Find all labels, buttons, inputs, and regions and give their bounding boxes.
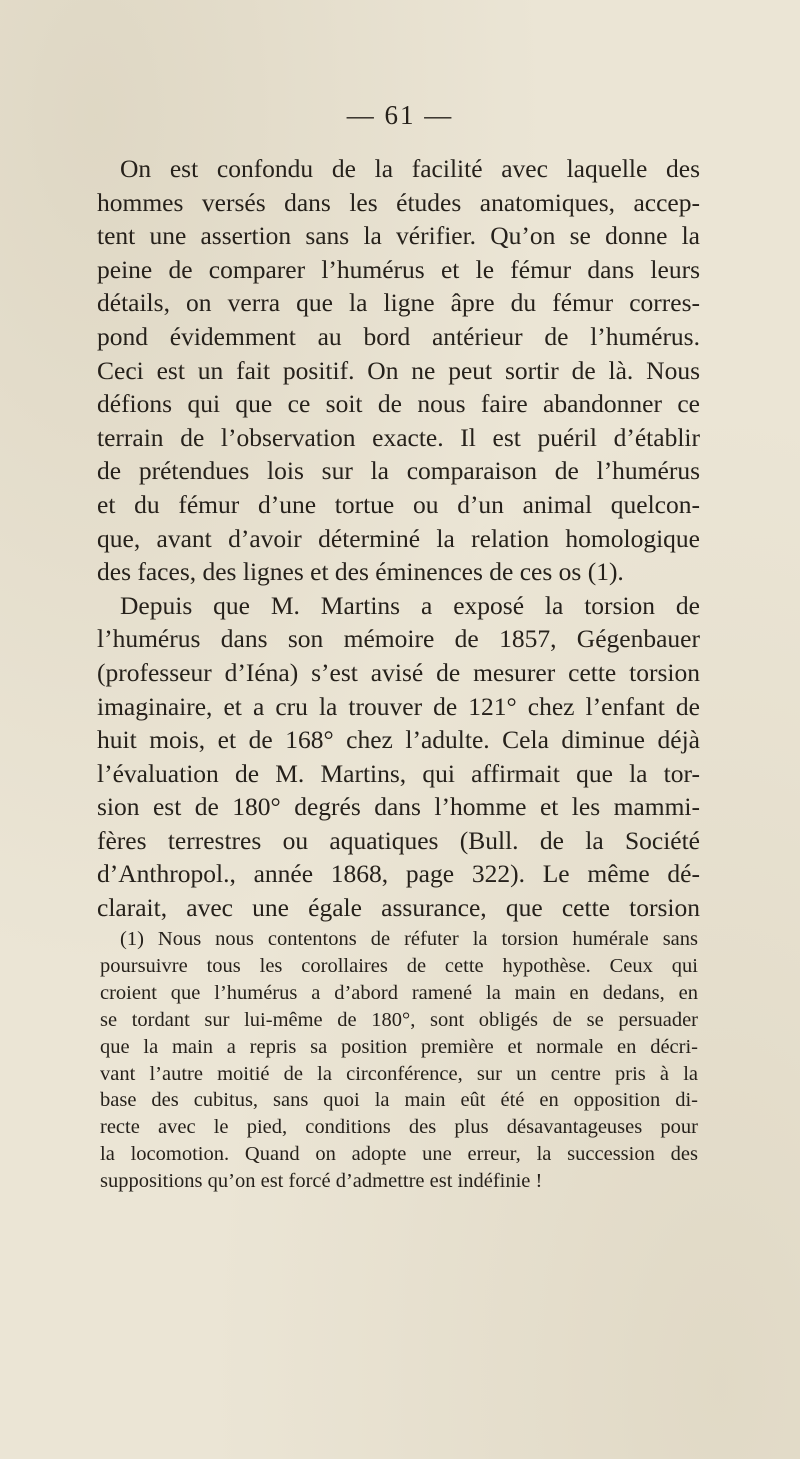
body-line: Depuis que M. Martins a exposé la torsion de — [120, 590, 700, 620]
body-line: défions qui que ce soit de nous faire abandonner ce — [97, 389, 700, 419]
body-line: que, avant d’avoir déterminé la relation homologique — [97, 523, 700, 553]
footnote — [100, 926, 698, 1195]
body-line: tent une assertion sans la vérifier. Qu’on se donne la — [97, 221, 700, 251]
body-line: clarait, avec une égale assurance, que cette torsion — [97, 893, 700, 923]
body-line: imaginaire, et a cru la trouver de 121° chez l’enfant de — [97, 691, 700, 721]
body-line: On est confondu de la facilité avec laquelle des — [120, 154, 700, 183]
body-line: huit mois, et de 168° chez l’adulte. Cela diminue déjà — [97, 725, 700, 755]
body-line: terrain de l’observation exacte. Il est puéril d’établir — [97, 422, 700, 452]
body-line: hommes versés dans les études anatomiques, accep- — [97, 187, 700, 217]
page-number: — 61 — — [346, 100, 454, 130]
body-line: l’humérus dans son mémoire de 1857, Gégenbauer — [97, 624, 700, 654]
footnote-line: suppositions qu’on est forcé d’admettre est indéfinie ! — [100, 1170, 543, 1193]
body-line: l’évaluation de M. Martins, qui affirmait que la tor- — [97, 758, 700, 788]
footnote-line: la locomotion. Quand on adopte une erreur, la succession des — [100, 1143, 698, 1166]
body-line: peine de comparer l’humérus et le fémur dans leurs — [97, 254, 700, 284]
footnote-line: croient que l’humérus a d’abord ramené la main en dedans, en — [100, 981, 698, 1004]
body-line: d’Anthropol., année 1868, page 322). Le même dé- — [97, 859, 700, 889]
footnote-line: vant l’autre moitié de la circonférence, sur un centre pris à la — [100, 1062, 698, 1085]
body-line: fères terrestres ou aquatiques (Bull. de la Société — [97, 825, 700, 855]
body-line: et du fémur d’une tortue ou d’un animal quelcon- — [97, 489, 700, 519]
body-line: des faces, des lignes et des éminences de ces os (1). — [97, 557, 624, 587]
footnote-line: poursuivre tous les corollaires de cette hypothèse. Ceux qui — [100, 954, 698, 977]
body-line: détails, on verra que la ligne âpre du fémur corres- — [97, 288, 700, 318]
body-line: pond évidemment au bord antérieur de l’humérus. — [97, 321, 700, 351]
footnote-line: que la main a repris sa position première et normale en décri- — [100, 1035, 698, 1058]
footnote-line: recte avec le pied, conditions des plus désavantageuses pour — [100, 1116, 698, 1139]
body-line: (professeur d’Iéna) s’est avisé de mesurer cette torsion — [97, 657, 700, 687]
footnote-line: (1) Nous nous contentons de réfuter la torsion humérale sans — [120, 928, 698, 950]
footnote-line: se tordant sur lui-même de 180°, sont obligés de se persuader — [100, 1008, 698, 1031]
body-line: sion est de 180° degrés dans l’homme et les mammi- — [97, 792, 700, 822]
body-line: de prétendues lois sur la comparaison de l’humérus — [97, 456, 700, 486]
body-text — [97, 152, 700, 925]
body-line: Ceci est un fait positif. On ne peut sortir de là. Nous — [97, 355, 700, 385]
footnote-line: base des cubitus, sans quoi la main eût été en opposition di- — [100, 1089, 698, 1112]
